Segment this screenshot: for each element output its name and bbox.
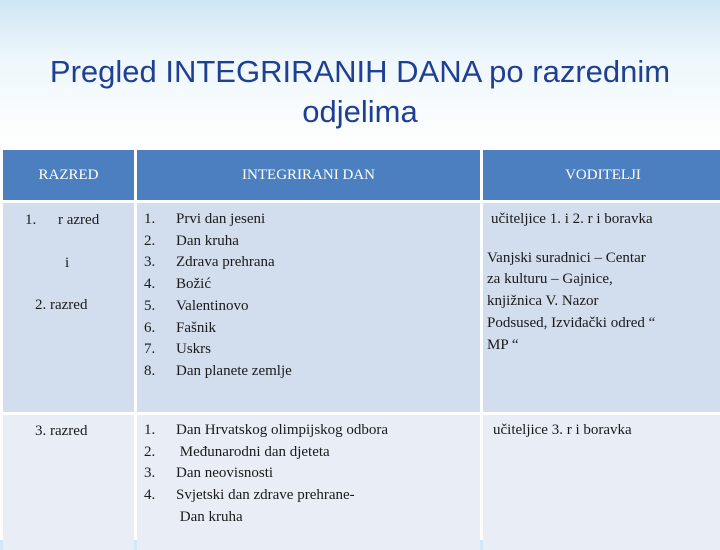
list-item: 5. Valentinovo (144, 297, 249, 314)
voditelji-text: Podsused, Izviđački odred “ (487, 314, 656, 331)
voditelji-text: za kulturu – Gajnice, (487, 271, 613, 288)
integrirani-dan-cell (137, 415, 480, 550)
table-row (3, 203, 720, 412)
slide-title-line-2: odjelima (302, 94, 418, 129)
list-item: 3. Zdrava prehrana (144, 254, 275, 271)
razred-num: 1. (25, 212, 37, 228)
table-row (3, 415, 720, 550)
voditelji-text: MP “ (487, 336, 519, 353)
razred-cell (3, 415, 134, 550)
header-voditelji: VODITELJI (483, 150, 720, 200)
header-integrirani-dan: INTEGRIRANI DAN (137, 150, 480, 200)
voditelji-text: Vanjski suradnici – Centar (487, 249, 646, 266)
list-item: 2. Međunarodni dan djeteta (144, 443, 330, 460)
razred-label: 3. razred (35, 423, 88, 439)
razred-cell (3, 203, 134, 412)
list-item: 6. Fašnik (144, 319, 217, 336)
slide-title (0, 52, 720, 132)
list-item: 1. Prvi dan jeseni (144, 211, 266, 227)
voditelji-cell (483, 203, 720, 412)
list-item: Dan kruha (176, 508, 243, 525)
list-item: 1. Dan Hrvatskog olimpijskog odbora (144, 422, 389, 438)
list-item: 2. Dan kruha (144, 232, 239, 249)
integrirani-dani-table (0, 150, 720, 550)
list-item: 8. Dan planete zemlje (144, 362, 292, 379)
list-item: 4. Svjetski dan zdrave prehrane- (144, 487, 355, 504)
header-razred: RAZRED (3, 150, 134, 200)
table-header-row (3, 150, 720, 200)
list-item: 3. Dan neovisnosti (144, 465, 274, 482)
integrirani-dan-list (137, 209, 480, 383)
voditelji-text: učiteljice 1. i 2. r i boravka (491, 211, 653, 227)
list-item: 7. Uskrs (144, 341, 212, 358)
razred-joiner: i (65, 255, 70, 271)
razred-second: 2. razred (35, 297, 88, 313)
voditelji-text: učiteljice 3. r i boravka (493, 422, 632, 438)
list-item: 4. Božić (144, 276, 211, 293)
integrirani-dan-cell (137, 203, 480, 412)
integrirani-dan-list (137, 420, 480, 529)
razred-label: r azred (58, 212, 100, 228)
voditelji-text: knjižnica V. Nazor (487, 293, 599, 310)
voditelji-cell (483, 415, 720, 550)
slide-title-line-1: Pregled INTEGRIRANIH DANA po razrednim (49, 54, 671, 89)
